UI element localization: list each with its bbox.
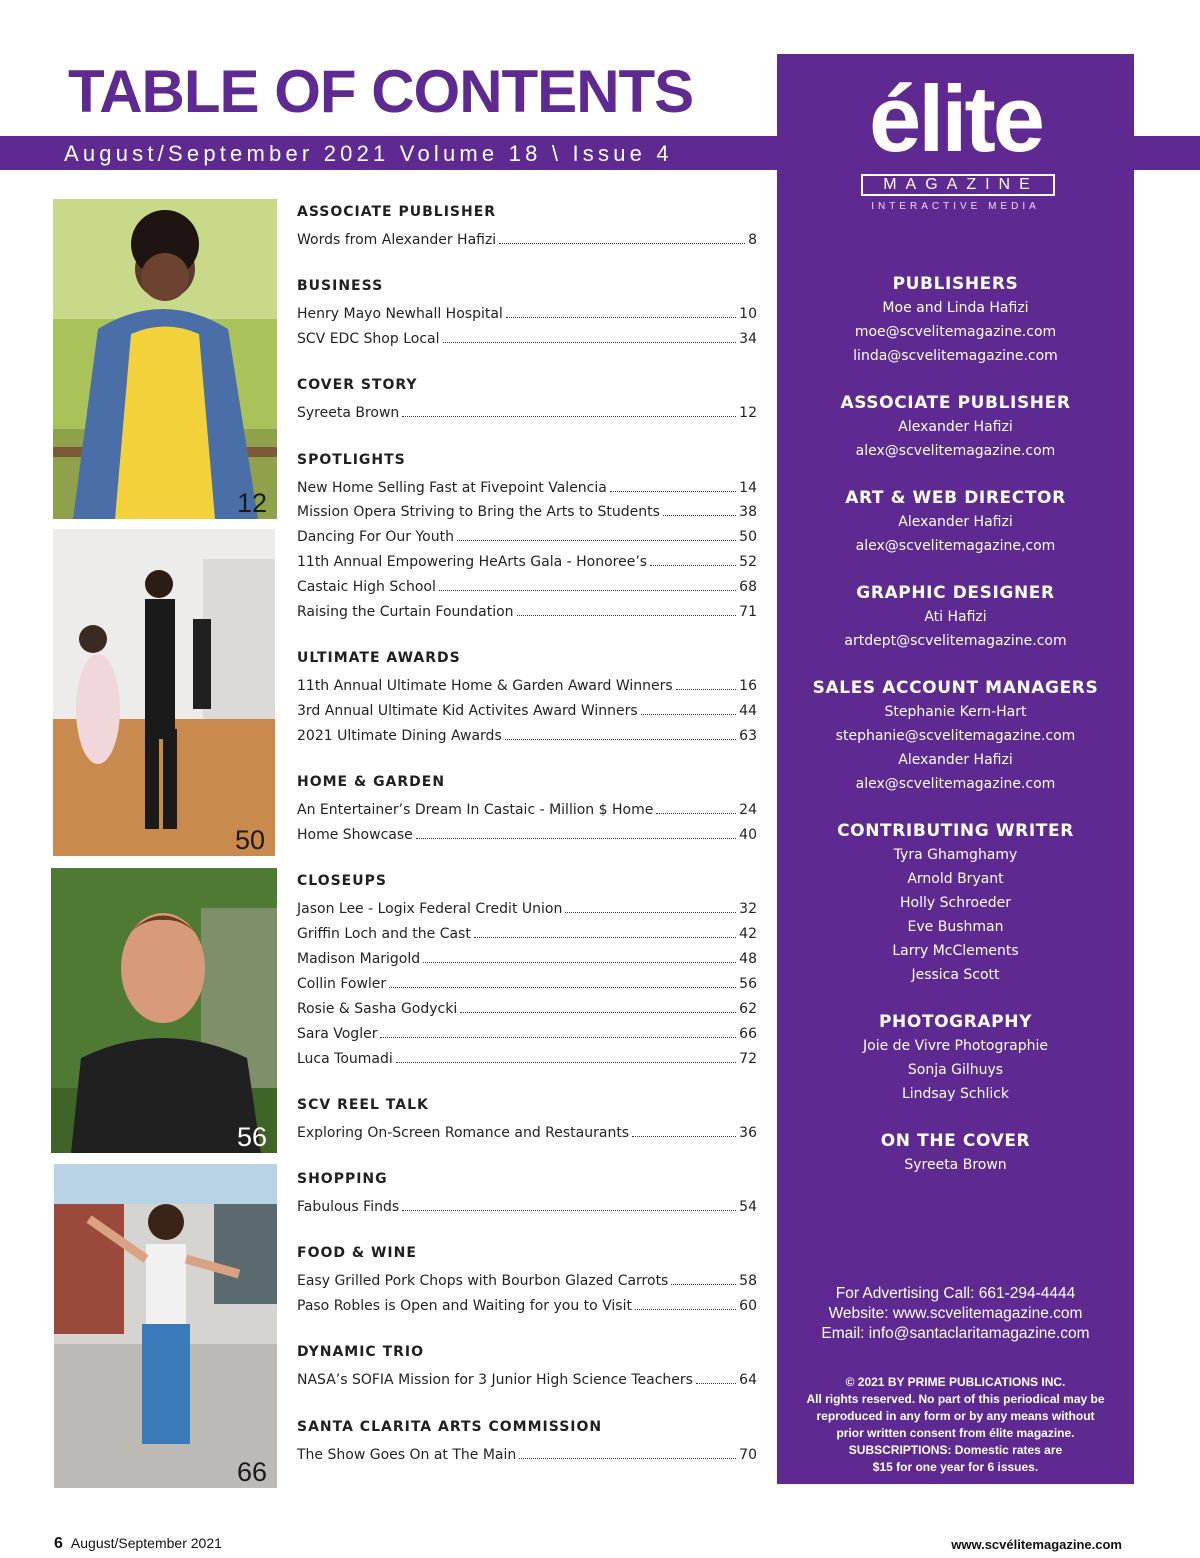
toc-leader-dots [439, 574, 736, 591]
toc-leader-dots [443, 326, 737, 343]
toc-entry-page: 64 [739, 1372, 757, 1389]
masthead-line: Alexander Hafizi [898, 514, 1013, 530]
toc-entry-page: 40 [739, 827, 757, 844]
toc-entry-page: 14 [739, 479, 757, 496]
contact-line[interactable]: For Advertising Call: 661-294-4444 [835, 1285, 1076, 1302]
toc-entry[interactable] [297, 673, 757, 695]
toc-leader-dots [506, 301, 736, 318]
toc-section-title: SCV REEL TALK [297, 1096, 429, 1113]
masthead-line: Stephanie Kern-Hart [884, 704, 1027, 720]
toc-leader-dots [565, 896, 736, 913]
toc-entry-title: Henry Mayo Newhall Hospital [297, 306, 503, 323]
masthead-line: Moe and Linda Hafizi [882, 300, 1029, 316]
masthead-sidebar [777, 54, 1134, 1484]
toc-entry-page: 63 [739, 728, 757, 744]
toc-entry-title: NASA’s SOFIA Mission for 3 Junior High Science Teachers [297, 1372, 693, 1389]
issue-line: August/September 2021 Volume 18 \ Issue 4 [64, 141, 673, 166]
toc-entry-title: An Entertainer’s Dream In Castaic - Million $ Home [297, 802, 654, 819]
toc-leader-dots [505, 723, 736, 740]
masthead-line: Larry McClements [892, 943, 1019, 959]
toc-section-title: BUSINESS [297, 278, 384, 295]
toc-entry-page: 10 [739, 306, 757, 323]
toc-entry-title: Home Showcase [297, 827, 413, 844]
toc-entry-title: Syreeta Brown [297, 405, 400, 422]
toc-entry-title: New Home Selling Fast at Fivepoint Valencia [297, 479, 607, 496]
toc-entry[interactable] [297, 1194, 757, 1216]
masthead-line: Eve Bushman [907, 919, 1004, 935]
toc-leader-dots [641, 698, 736, 715]
toc-section-title: FOOD & WINE [297, 1245, 417, 1262]
page-title: TABLE OF CONTENTS [68, 58, 694, 125]
toc-entry[interactable] [297, 475, 757, 497]
masthead-line: Alexander Hafizi [898, 752, 1013, 768]
toc-entry-title: Paso Robles is Open and Waiting for you to Visit [297, 1298, 632, 1315]
masthead-heading: ASSOCIATE PUBLISHER [840, 393, 1071, 413]
toc-entry[interactable] [297, 921, 757, 943]
masthead-line[interactable]: alex@scvelitemagazine.com [855, 443, 1056, 459]
toc-leader-dots [656, 797, 736, 814]
toc-entry[interactable] [297, 971, 757, 993]
elite-logo: élite [868, 66, 1043, 171]
toc-leader-dots [457, 524, 736, 541]
toc-leader-dots [396, 1046, 736, 1063]
footer-website[interactable]: www.scvélitemagazine.com [951, 1537, 1122, 1552]
toc-entry[interactable] [297, 896, 757, 918]
masthead-line: Ati Hafizi [924, 609, 987, 625]
toc-entry[interactable] [297, 301, 757, 323]
masthead-line: Arnold Bryant [907, 871, 1004, 887]
photo-cover-story [53, 199, 277, 519]
masthead-line: Alexander Hafizi [898, 419, 1013, 435]
toc-leader-dots [474, 921, 736, 938]
toc-entry-title: Mission Opera Striving to Bring the Arts to Students [297, 504, 660, 521]
contact-line[interactable]: Website: www.scvelitemagazine.com [828, 1305, 1083, 1322]
toc-entry-title: 11th Annual Empowering HeArts Gala - Honoree’s [297, 554, 648, 571]
toc-entry[interactable] [297, 1120, 757, 1142]
toc-entry[interactable] [297, 1442, 757, 1464]
toc-entry-title: Easy Grilled Pork Chops with Bourbon Glazed Carrots [297, 1273, 669, 1290]
toc-section-title: ASSOCIATE PUBLISHER [297, 204, 497, 220]
masthead-heading: GRAPHIC DESIGNER [856, 583, 1055, 603]
toc-leader-dots [402, 1194, 736, 1211]
toc-leader-dots [610, 475, 736, 492]
toc-entry[interactable] [297, 400, 757, 422]
toc-entry[interactable] [297, 1268, 757, 1290]
toc-leader-dots [635, 1293, 736, 1310]
toc-entry-page: 32 [739, 901, 757, 918]
toc-leader-dots [402, 400, 736, 417]
toc-section-title: SHOPPING [297, 1171, 388, 1188]
toc-entry-page: 71 [739, 604, 757, 620]
toc-entry-page: 56 [739, 976, 757, 992]
contact-line[interactable]: Email: info@santaclaritamagazine.com [821, 1325, 1090, 1342]
toc-leader-dots [389, 971, 736, 988]
toc-entry-title: Rosie & Sasha Godycki [297, 1000, 458, 1017]
toc-leader-dots [416, 822, 736, 839]
toc-entry-page: 8 [748, 232, 757, 248]
toc-entry-page: 42 [739, 926, 757, 943]
toc-entry-page: 16 [739, 678, 757, 695]
toc-entry-title: Dancing For Our Youth [297, 529, 454, 546]
toc-section-title: ULTIMATE AWARDS [297, 650, 461, 667]
toc-entry-title: 11th Annual Ultimate Home & Garden Award Winners [297, 678, 673, 695]
photo-dancing [53, 529, 275, 856]
toc-leader-dots [671, 1268, 736, 1285]
toc-section-title: HOME & GARDEN [297, 774, 446, 791]
toc-section-title: CLOSEUPS [297, 873, 387, 890]
toc-section-title: COVER STORY [297, 377, 418, 394]
masthead-line[interactable]: stephanie@scvelitemagazine.com [835, 728, 1076, 744]
masthead-heading: PUBLISHERS [892, 274, 1019, 294]
toc-entry[interactable] [297, 1367, 757, 1389]
photo-page-number: 66 [236, 1457, 267, 1487]
masthead-heading: PHOTOGRAPHY [879, 1012, 1032, 1032]
masthead-heading: CONTRIBUTING WRITER [837, 821, 1074, 841]
masthead-line[interactable]: linda@scvelitemagazine.com [853, 348, 1058, 364]
toc-entry[interactable] [297, 499, 757, 521]
toc-entry-title: Castaic High School [297, 579, 436, 596]
toc-leader-dots [632, 1120, 736, 1137]
toc-entry-title: Griffin Loch and the Cast [297, 926, 471, 943]
masthead-line: Jessica Scott [911, 967, 1000, 983]
toc-entry-page: 36 [739, 1124, 757, 1141]
toc-entry[interactable] [297, 574, 757, 596]
legal-line: $15 for one year for 6 issues. [872, 1460, 1039, 1474]
footer-issue-date: August/September 2021 [70, 1535, 222, 1551]
photo-page-number: 50 [234, 825, 265, 855]
toc-entry-title: Raising the Curtain Foundation [297, 604, 514, 620]
masthead-line: Tyra Ghamghamy [893, 847, 1018, 863]
masthead-line: Syreeta Brown [904, 1157, 1007, 1173]
toc-entry-title: Words from Alexander Hafizi [297, 232, 497, 248]
toc-entry[interactable] [297, 698, 757, 720]
legal-line: All rights reserved. No part of this periodical may be [806, 1392, 1105, 1406]
legal-line: SUBSCRIPTIONS: Domestic rates are [848, 1443, 1063, 1457]
footer-page-number: 6 [54, 1535, 63, 1552]
toc-entry-page: 34 [739, 331, 757, 348]
toc-entry[interactable] [297, 723, 757, 745]
toc-entry[interactable] [297, 797, 757, 819]
toc-entry-page: 60 [739, 1298, 757, 1315]
toc-entry[interactable] [297, 599, 757, 621]
toc-entry-title: Jason Lee - Logix Federal Credit Union [297, 901, 563, 918]
toc-leader-dots [460, 996, 736, 1013]
toc-entry[interactable] [297, 1046, 757, 1068]
toc-leader-dots [423, 946, 736, 963]
toc-entry-page: 48 [739, 951, 757, 968]
toc-entry-page: 70 [739, 1446, 757, 1463]
toc-section-title: DYNAMIC TRIO [297, 1344, 425, 1361]
toc-entry[interactable] [297, 1021, 757, 1043]
toc-entry-page: 24 [739, 802, 757, 819]
toc-entry-page: 62 [739, 1000, 757, 1017]
masthead-heading: ART & WEB DIRECTOR [845, 488, 1066, 508]
logo-subtitle: INTERACTIVE MEDIA [871, 201, 1040, 212]
legal-line: © 2021 BY PRIME PUBLICATIONS INC. [845, 1375, 1066, 1389]
photo-page-number: 56 [236, 1122, 267, 1152]
toc-entry[interactable] [297, 549, 757, 571]
masthead-heading: ON THE COVER [880, 1131, 1031, 1151]
masthead-line: Sonja Gilhuys [907, 1062, 1004, 1078]
toc-entry-page: 72 [739, 1050, 757, 1067]
toc-leader-dots [676, 673, 737, 690]
toc-entry[interactable] [297, 946, 757, 968]
toc-entry[interactable] [297, 227, 757, 249]
photo-page-number: 12 [236, 488, 267, 518]
toc-entry-page: 38 [739, 504, 757, 521]
toc-leader-dots [696, 1367, 736, 1384]
toc-leader-dots [519, 1442, 736, 1459]
toc-entry[interactable] [297, 1293, 757, 1315]
toc-section-title: SANTA CLARITA ARTS COMMISSION [297, 1418, 603, 1435]
toc-entry[interactable] [297, 326, 757, 348]
photo-cover-story-image [53, 199, 277, 519]
photo-closeup-image [51, 868, 277, 1153]
logo-magazine-label: MAGAZINE [861, 174, 1055, 196]
toc-entry-page: 52 [739, 554, 757, 571]
toc-entry-title: The Show Goes On at The Main [297, 1446, 517, 1463]
masthead-line: Joie de Vivre Photographie [863, 1038, 1048, 1054]
toc-entry-title: Exploring On-Screen Romance and Restaurants [297, 1124, 630, 1141]
toc-entry-title: 3rd Annual Ultimate Kid Activites Award Winners [297, 703, 638, 720]
masthead-line[interactable]: moe@scvelitemagazine.com [854, 324, 1057, 340]
toc-entry-page: 68 [739, 579, 757, 596]
toc-entry-page: 66 [739, 1025, 757, 1042]
masthead-line[interactable]: artdept@scvelitemagazine.com [844, 633, 1067, 649]
toc-entry-page: 12 [739, 405, 757, 422]
photo-dancing-image [53, 529, 275, 856]
photo-shopping-image [54, 1164, 277, 1488]
toc-entry-page: 54 [739, 1199, 757, 1216]
toc-entry-title: Luca Toumadi [297, 1050, 393, 1067]
masthead-line[interactable]: alex@scvelitemagazine,com [855, 538, 1056, 554]
toc-leader-dots [663, 499, 736, 516]
toc-entry-page: 58 [739, 1273, 757, 1290]
footer-issue [54, 1535, 222, 1553]
toc-entry-title: Fabulous Finds [297, 1199, 400, 1216]
photo-shopping [54, 1164, 277, 1488]
toc-leader-dots [650, 549, 736, 566]
toc-entry[interactable] [297, 822, 757, 844]
toc-entry-page: 44 [739, 703, 757, 720]
toc-leader-dots [517, 599, 737, 616]
masthead-line: Holly Schroeder [900, 895, 1011, 911]
masthead-heading: SALES ACCOUNT MANAGERS [812, 678, 1099, 698]
photo-closeup [51, 868, 277, 1153]
toc-section-title: SPOTLIGHTS [297, 451, 406, 468]
toc-entry-title: Collin Fowler [297, 976, 387, 992]
masthead-line: Lindsay Schlick [901, 1086, 1010, 1102]
masthead-line[interactable]: alex@scvelitemagazine.com [855, 776, 1056, 792]
legal-line: prior written consent from élite magazine. [836, 1426, 1075, 1440]
toc-entry-title: Madison Marigold [297, 951, 421, 968]
toc-entry-title: Sara Vogler [297, 1025, 378, 1042]
toc-entry-title: SCV EDC Shop Local [297, 331, 440, 348]
toc-entry[interactable] [297, 996, 757, 1018]
legal-line: reproduced in any form or by any means without [816, 1409, 1095, 1423]
toc-entry[interactable] [297, 524, 757, 546]
toc-entry-page: 50 [739, 529, 757, 546]
toc-leader-dots [499, 227, 745, 244]
toc-entry-title: 2021 Ultimate Dining Awards [297, 728, 502, 744]
toc-leader-dots [380, 1021, 736, 1038]
